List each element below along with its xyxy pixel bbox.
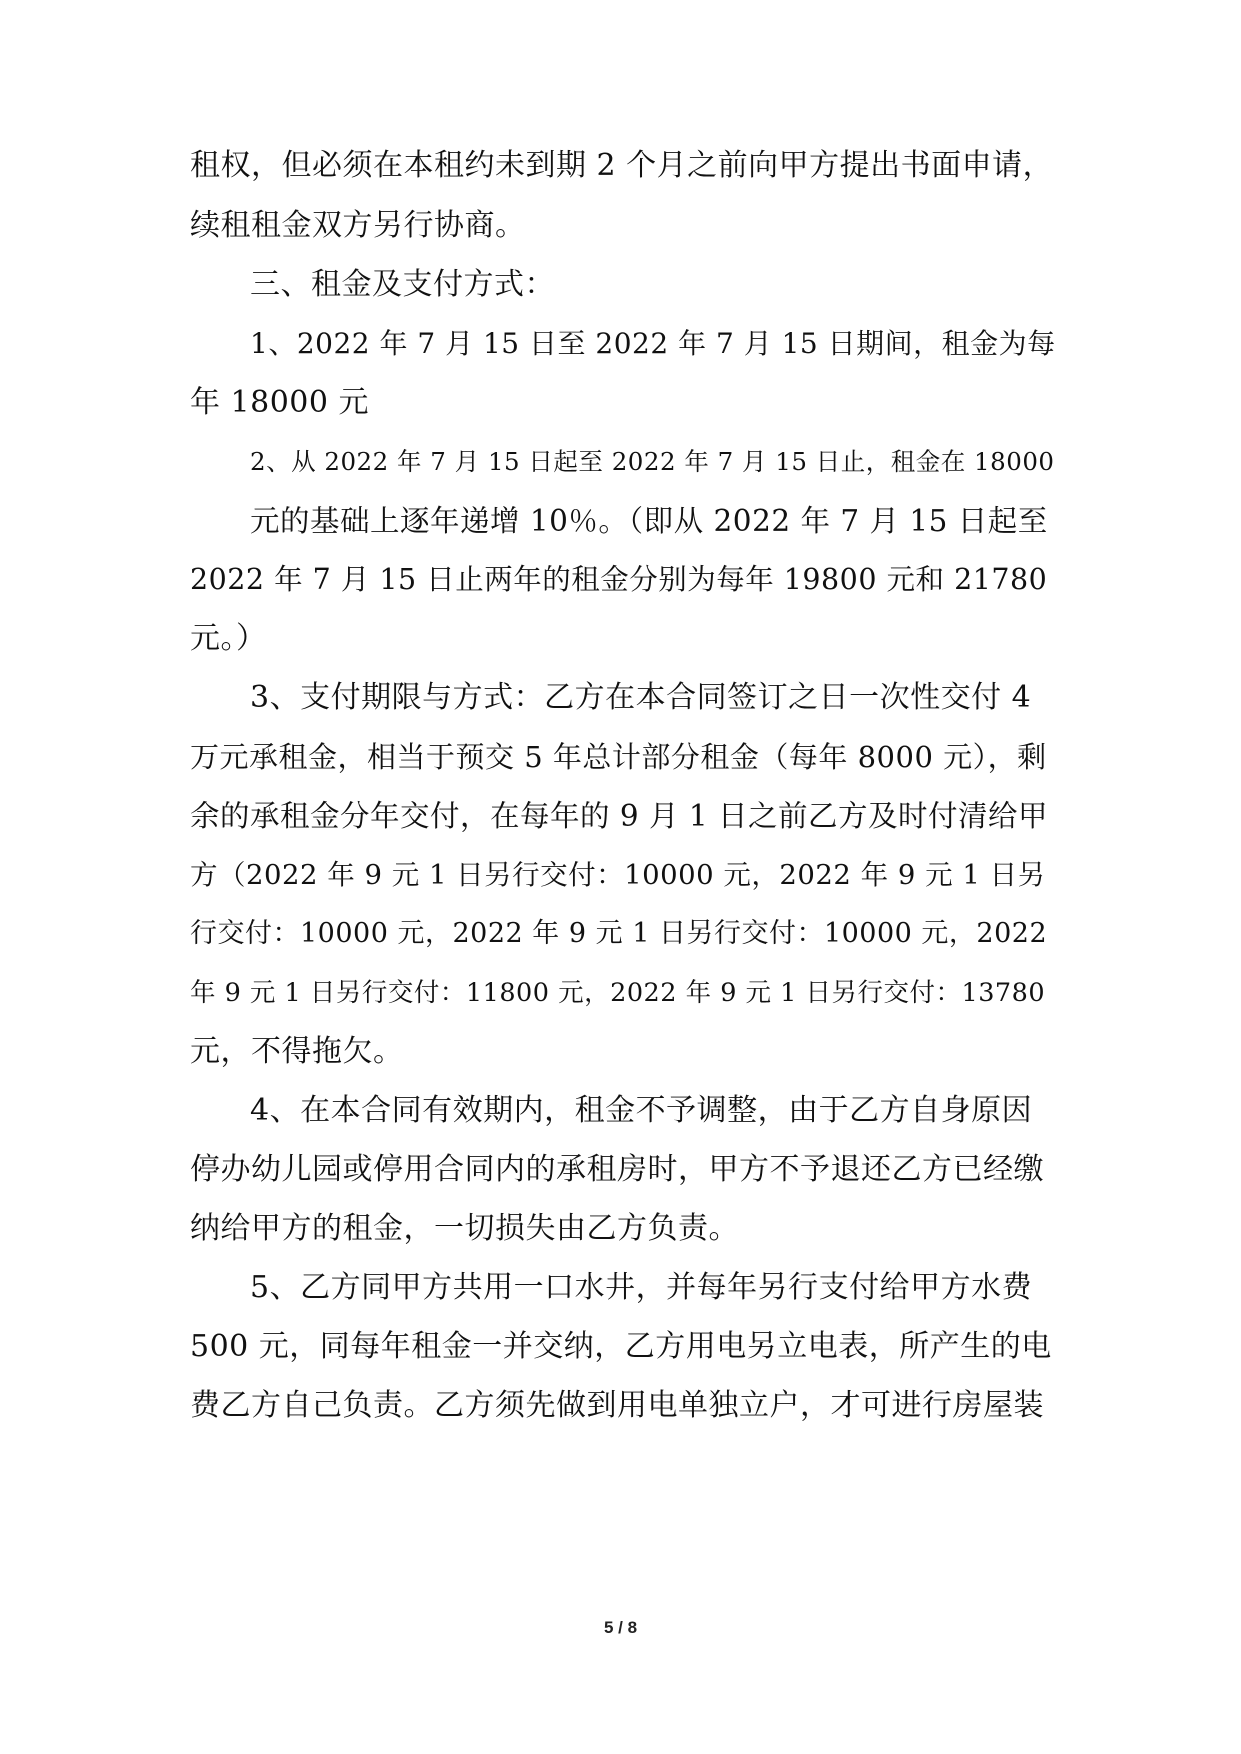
text-line: 年 9 元 1 日另行交付：11800 元，2022 年 9 元 1 日另行交付：13780 xyxy=(190,978,1046,1008)
text-line: 元。） xyxy=(190,621,267,656)
text-line: 续租租金双方另行协商。 xyxy=(190,208,526,243)
text-line: 3、支付期限与方式：乙方在本合同签订之日一次性交付 4 xyxy=(250,680,1032,715)
text-line: 1、2022 年 7 月 15 日至 2022 年 7 月 15 日期间，租金为每 xyxy=(250,327,1056,360)
text-line: 2022 年 7 月 15 日止两年的租金分别为每年 19800 元和 21780 xyxy=(190,563,1048,596)
text-line: 租权，但必须在本租约未到期 2 个月之前向甲方提出书面申请， xyxy=(190,148,1054,183)
text-line: 2、从 2022 年 7 月 15 日起至 2022 年 7 月 15 日止，租金在 18000 xyxy=(250,447,1055,476)
text-line: 年 18000 元 xyxy=(190,385,370,420)
text-line: 费乙方自己负责。乙方须先做到用电单独立户，才可进行房屋装 xyxy=(190,1388,1044,1423)
text-line: 5、乙方同甲方共用一口水井，并每年另行支付给甲方水费 xyxy=(250,1270,1033,1305)
text-line: 方（2022 年 9 元 1 日另行交付：10000 元，2022 年 9 元 1 日另 xyxy=(190,859,1046,891)
text-line: 行交付：10000 元，2022 年 9 元 1 日另行交付：10000 元，2022 xyxy=(190,918,1048,949)
text-line: 500 元，同每年租金一并交纳，乙方用电另立电表，所产生的电 xyxy=(190,1329,1052,1364)
section-heading: 三、租金及支付方式： xyxy=(250,267,555,302)
text-line: 4、在本合同有效期内，租金不予调整，由于乙方自身原因 xyxy=(250,1093,1033,1128)
text-line: 停办幼儿园或停用合同内的承租房时，甲方不予退还乙方已经缴 xyxy=(190,1152,1044,1187)
page-number: 5 / 8 xyxy=(603,1618,638,1637)
text-line: 余的承租金分年交付，在每年的 9 月 1 日之前乙方及时付清给甲 xyxy=(190,799,1049,833)
text-line: 元，不得拖欠。 xyxy=(190,1034,404,1069)
text-line: 元的基础上逐年递增 10％。（即从 2022 年 7 月 15 日起至 xyxy=(250,504,1048,538)
text-line: 纳给甲方的租金，一切损失由乙方负责。 xyxy=(190,1211,739,1246)
text-line: 万元承租金，相当于预交 5 年总计部分租金（每年 8000 元），剩 xyxy=(190,740,1047,774)
